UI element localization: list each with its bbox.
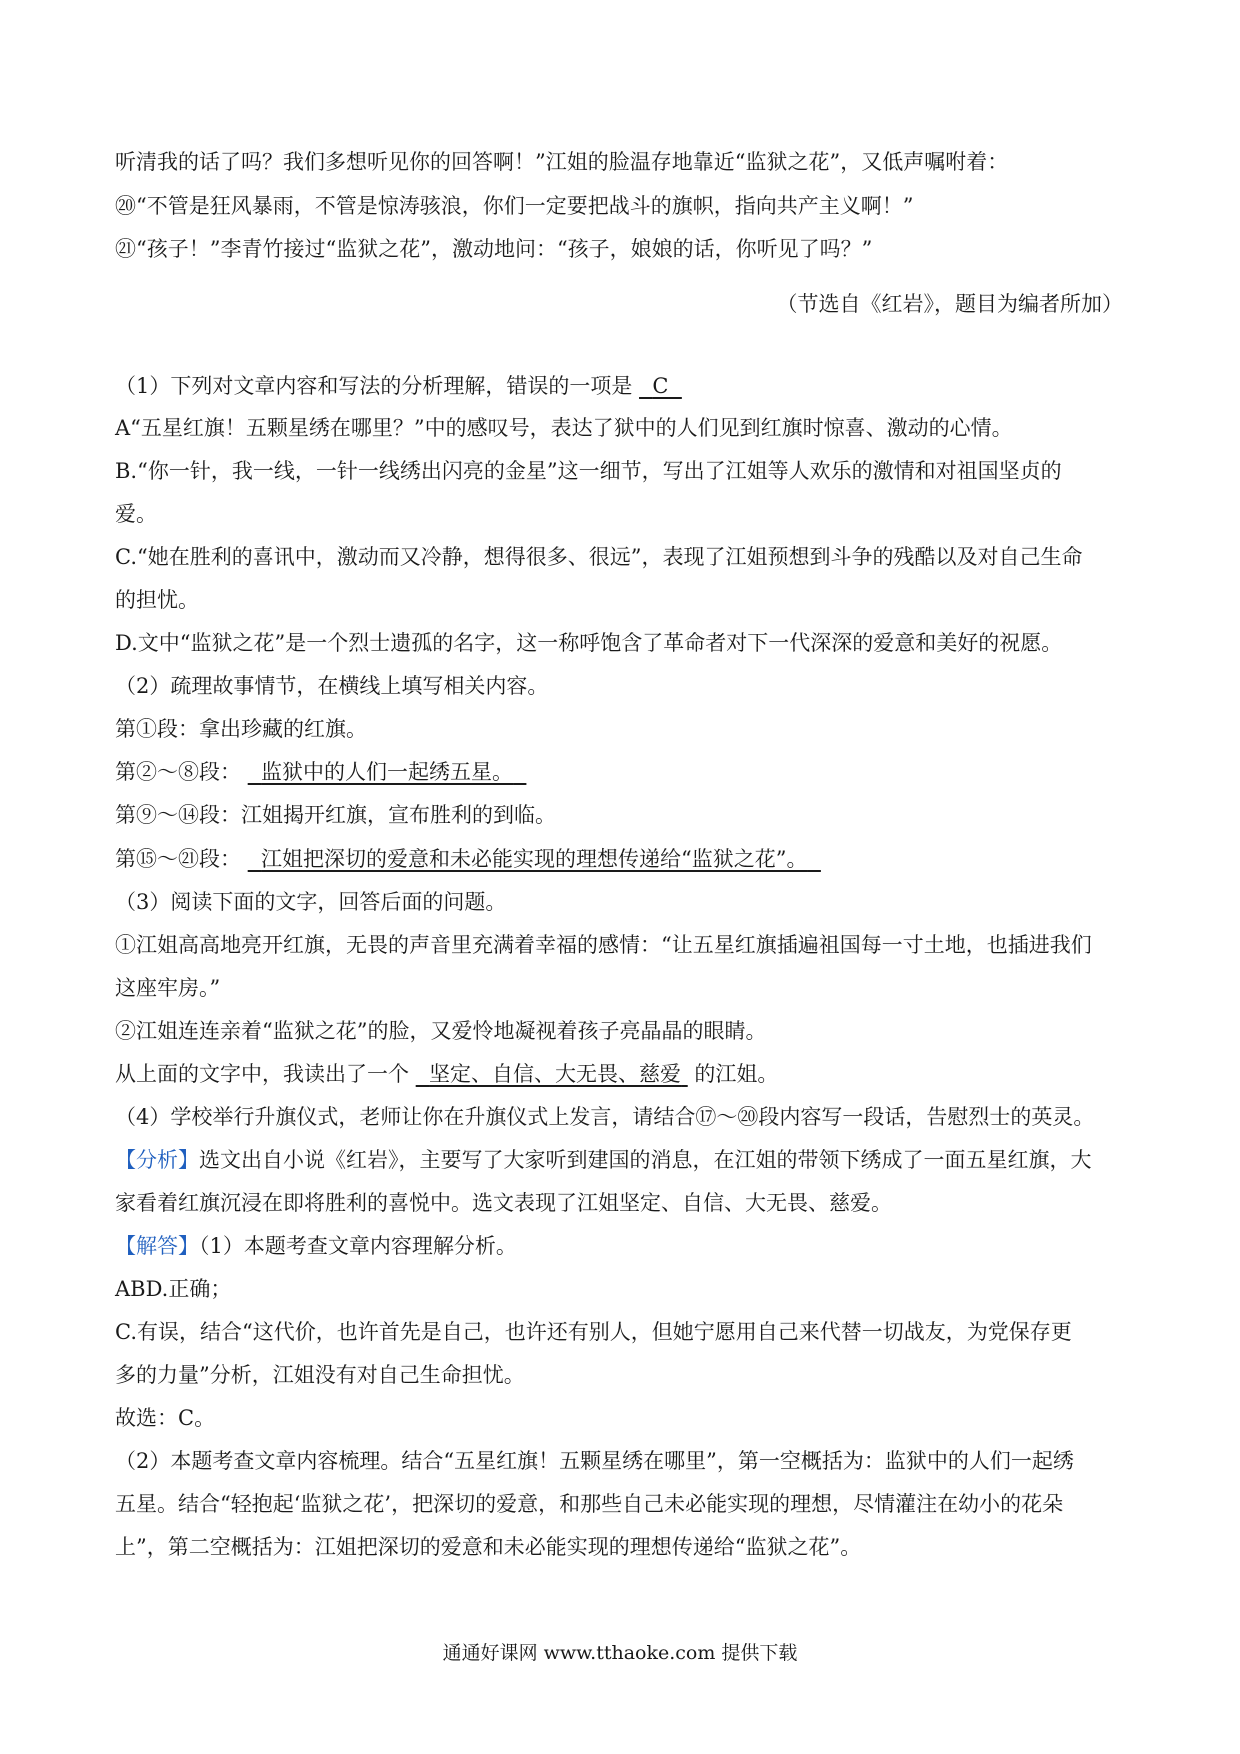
excerpt-1-line1: ①江姐高高地亮开红旗，无畏的声音里充满着幸福的感情：“让五星红旗插遍祖国每一寸土地，也插进我们 (115, 933, 1092, 957)
source-note: （节选自《红岩》，题目为编者所加） (776, 292, 1123, 316)
solution-line8: 上”，第二空概括为：江姐把深切的爱意和未必能实现的理想传递给“监狱之花”。 (115, 1535, 862, 1559)
question-4-prompt: （4）学校举行升旗仪式，老师让你在升旗仪式上发言，请结合⑰～⑳段内容写一段话，告慰烈士的英灵。 (115, 1105, 1095, 1129)
solution-text: （1）本题考查文章内容理解分析。 (199, 1234, 517, 1258)
answer-blank: 坚定、自信、大无畏、慈爱 (429, 1062, 682, 1086)
passage-paragraph-21: ㉑“孩子！”李青竹接过“监狱之花”，激动地问：“孩子，娘娘的话，你听见了吗？” (115, 237, 873, 261)
plot-paragraph-1: 第①段：拿出珍藏的红旗。 (115, 717, 367, 741)
passage-paragraph-20: ⑳“不管是狂风暴雨，不管是惊涛骇浪，你们一定要把战斗的旗帜，指向共产主义啊！” (115, 194, 914, 218)
option-b-line2: 爱。 (115, 502, 157, 526)
question-1-text: （1）下列对文章内容和写法的分析理解，错误的一项是 (115, 374, 633, 398)
excerpt-2: ②江姐连连亲着“监狱之花”的脸，又爱怜地凝视着孩子亮晶晶的眼睛。 (115, 1019, 767, 1043)
analysis-text: 选文出自小说《红岩》，主要写了大家听到建国的消息，在江姐的带领下绣成了一面五星红旗，大 (199, 1148, 1092, 1172)
option-c-line2: 的担忧。 (115, 588, 199, 612)
solution-line1 (115, 1232, 517, 1260)
solution-line2: ABD.正确； (115, 1277, 232, 1301)
option-a: A“五星红旗！五颗星绣在哪里？”中的感叹号，表达了狱中的人们见到红旗时惊喜、激动的心情。 (115, 416, 1013, 440)
option-b-line1: B.“你一针，我一线，一针一线绣出闪亮的金星”这一细节，写出了江姐等人欢乐的激情和对祖国坚贞的 (115, 459, 1062, 483)
passage-line: 听清我的话了吗？我们多想听见你的回答啊！”江姐的脸温存地靠近“监狱之花”，又低声嘱咐着： (115, 150, 1009, 174)
solution-tag: 【解答】 (115, 1234, 199, 1258)
question-2-prompt: （2）疏理故事情节，在横线上填写相关内容。 (115, 674, 549, 698)
solution-line3: C.有误，结合“这代价，也许首先是自己，也许还有别人，但她宁愿用自己来代替一切战友，为党保存更 (115, 1320, 1072, 1344)
footer-credit: 通通好课网 www.tthaoke.com 提供下载 (442, 1642, 798, 1664)
question-1-answer: C (652, 374, 669, 398)
option-d: D.文中“监狱之花”是一个烈士遗孤的名字，这一称呼饱含了革命者对下一代深深的爱意和美好的祝愿。 (115, 631, 1063, 655)
analysis-line2: 家看着红旗沉浸在即将胜利的喜悦中。选文表现了江姐坚定、自信、大无畏、慈爱。 (115, 1191, 892, 1215)
question-3-prompt: （3）阅读下面的文字，回答后面的问题。 (115, 890, 507, 914)
solution-line6: （2）本题考查文章内容梳理。结合“五星红旗！五颗星绣在哪里”，第一空概括为：监狱中的人们一起绣 (115, 1449, 1074, 1473)
question-1-prompt (115, 372, 682, 400)
solution-line7: 五星。结合“轻抱起‘监狱之花’，把深切的爱意，和那些自己未必能实现的理想，尽情灌注在幼小的花朵 (115, 1492, 1064, 1516)
plot-paragraph-15-21 (115, 845, 821, 873)
solution-line5: 故选：C。 (115, 1406, 216, 1430)
analysis-tag: 【分析】 (115, 1148, 199, 1172)
answer-prefix: 从上面的文字中，我读出了一个 (115, 1062, 409, 1086)
excerpt-1-line2: 这座牢房。” (115, 976, 221, 1000)
answer-suffix: 的江姐。 (694, 1062, 779, 1086)
option-c-line1: C.“她在胜利的喜讯中，激动而又冷静，想得很多、很远”，表现了江姐预想到斗争的残酷以及对自己生命 (115, 545, 1083, 569)
plot-paragraph-2-8 (115, 758, 526, 786)
solution-line4: 多的力量”分析，江姐没有对自己生命担忧。 (115, 1363, 525, 1387)
analysis-line1 (115, 1146, 1092, 1174)
question-3-answer-line (115, 1060, 778, 1088)
plot-answer-15-21: 江姐把深切的爱意和未必能实现的理想传递给“监狱之花”。 (261, 847, 808, 871)
plot-label-15-21: 第⑮～㉑段： (115, 847, 241, 871)
plot-label-2-8: 第②～⑧段： (115, 760, 241, 784)
plot-paragraph-9-14: 第⑨～⑭段：江姐揭开红旗，宣布胜利的到临。 (115, 803, 556, 827)
plot-answer-2-8: 监狱中的人们一起绣五星。 (261, 760, 514, 784)
